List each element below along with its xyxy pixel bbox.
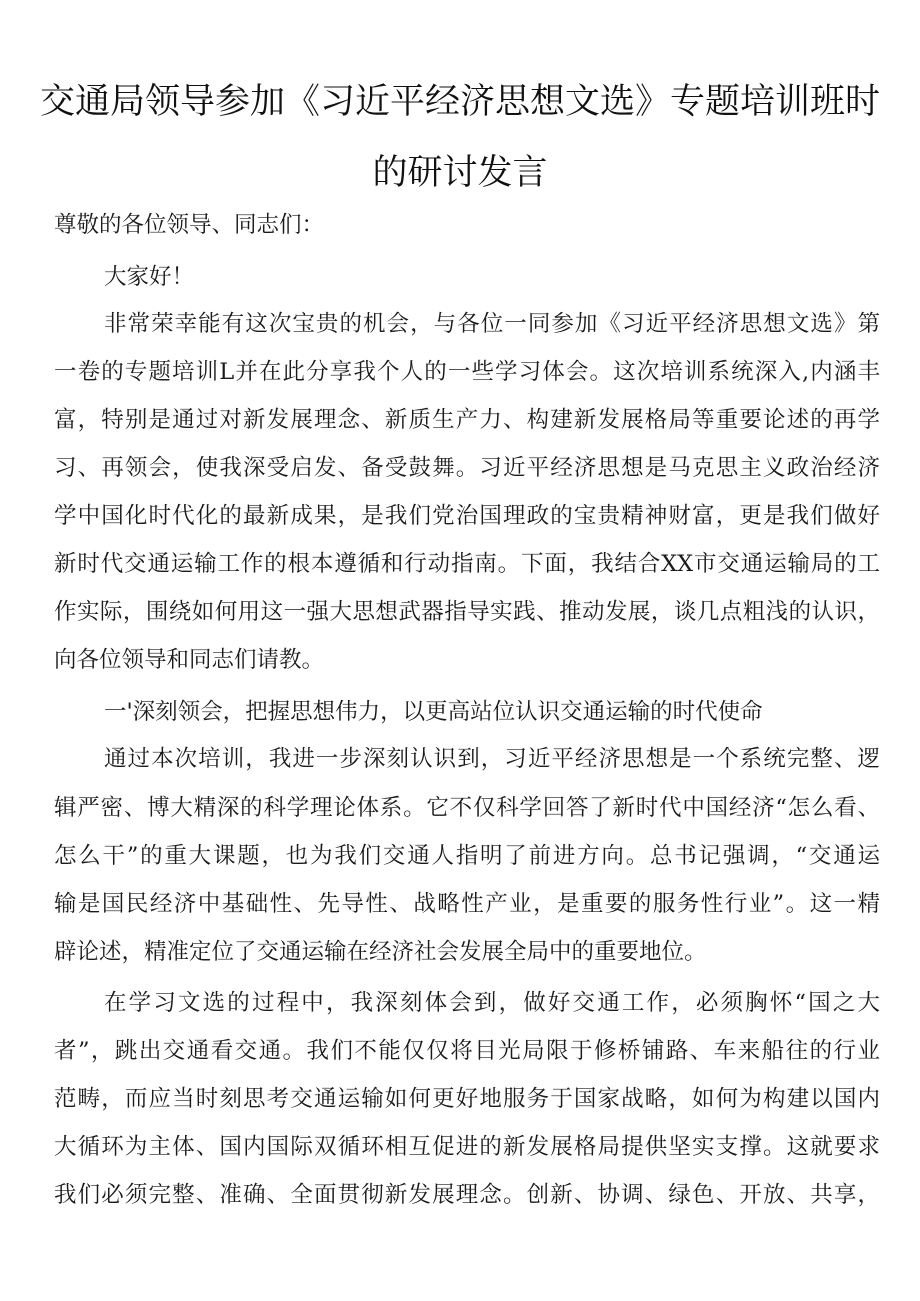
paragraph-2-line: 辑严密、博大精深的科学理论体系。它不仅科学回答了新时代中国经济“怎么看、 [54, 795, 880, 821]
paragraph-2-line: 辟论述，精准定位了交通运输在经济社会发展全局中的重要地位。 [54, 939, 707, 965]
document-title-line-2: 的研讨发言 [372, 153, 548, 193]
paragraph-2-line: 输是国民经济中基础性、先导性、战略性产业，是重要的服务性行业”。这一精 [54, 891, 880, 917]
paragraph-1-line: 富，特别是通过对新发展理念、新质生产力、构建新发展格局等重要论述的再学 [54, 407, 880, 433]
salutation: 尊敬的各位领导、同志们： [54, 212, 325, 238]
paragraph-3-line: 大循环为主体、国内国际双循环相互促进的新发展格局提供坚实支撑。这就要求 [54, 1134, 880, 1160]
paragraph-1-line: 作实际，围绕如何用这一强大思想武器指导实践、推动发展，谈几点粗浅的认识， [54, 599, 880, 625]
paragraph-3-line: 我们必须完整、准确、全面贯彻新发展理念。创新、协调、绿色、开放、共享， [54, 1182, 880, 1208]
paragraph-1-line: 新时代交通运输工作的根本遵循和行动指南。下面，我结合XX市交通运输局的工 [54, 551, 880, 577]
paragraph-3-line: 在学习文选的过程中，我深刻体会到，做好交通工作，必须胸怀“国之大 [104, 990, 880, 1016]
section-1-heading: 一'深刻领会，把握思想伟力，以更高站位认识交通运输的时代使命 [104, 699, 763, 725]
paragraph-2-line: 怎么干”的重大课题，也为我们交通人指明了前进方向。总书记强调，“交通运 [54, 843, 880, 869]
paragraph-1-line: 学中国化时代化的最新成果，是我们党治国理政的宝贵精神财富，更是我们做好 [54, 503, 880, 529]
paragraph-1-line: 一卷的专题培训L并在此分享我个人的一些学习体会。这次培训系统深入,内涵丰 [54, 359, 880, 385]
greeting: 大家好！ [104, 264, 195, 290]
paragraph-2-line: 通过本次培训，我进一步深刻认识到，习近平经济思想是一个系统完整、逻 [104, 746, 880, 772]
paragraph-3-line: 者”，跳出交通看交通。我们不能仅仅将目光局限于修桥铺路、车来船往的行业 [54, 1038, 880, 1064]
document-title-line-1: 交通局领导参加《习近平经济思想文选》专题培训班时 [40, 82, 881, 122]
paragraph-1-line: 非常荣幸能有这次宝贵的机会，与各位一同参加《习近平经济思想文选》第 [104, 311, 880, 337]
paragraph-1-line: 习、再领会，使我深受启发、备受鼓舞。习近平经济思想是马克思主义政治经济 [54, 455, 880, 481]
paragraph-1-line: 向各位领导和同志们请教。 [54, 647, 325, 673]
paragraph-3-line: 范畴，而应当时刻思考交通运输如何更好地服务于国家战略，如何为构建以国内 [54, 1086, 880, 1112]
